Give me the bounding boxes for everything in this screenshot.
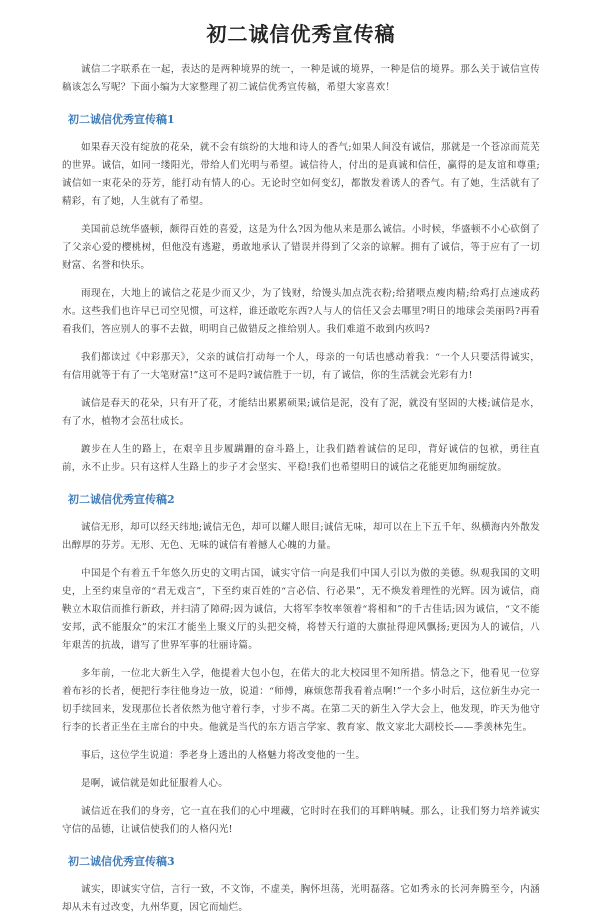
paragraph: 我们都读过《中彩那天》，父亲的诚信打动每一个人，母亲的一句话也感动着我：“一个人只要活得诚实，有信用就等于有了一大笔财富!”这可不是吗?诚信胜于一切，有了诚信，你的生活就会光彩有力! bbox=[62, 352, 540, 381]
section-heading: 初二诚信优秀宣传稿2 bbox=[68, 493, 175, 506]
paragraph: 多年前，一位北大新生入学，他提着大包小包，在偌大的北大校园里不知所措。情急之下，他看见一位穿着布衫的长者，便把行李往他身边一放，说道：“师傅，麻烦您帮我看着点啊!”一个多小时后，这位新生办完一切手续回来，发现那位长者依然为他守着行李，寸步不离。在第二天的新生入学大会上，他发现，昨天为他守行李的长者正坐在主席台的中央。他就是当代的东方语言学家、教育家、散文家北大副校长——季羡林先生。 bbox=[62, 668, 540, 733]
paragraph: 雨现在，大地上的诚信之花是少而又少，为了钱财，给馒头加点洗衣粉;给猪喂点瘦肉精;给鸡打点速成药水。这些我们也许早已司空见惯，可这样，谁还敢吃东西?人与人的信任又会去哪里?明日的地球会美丽吗?再看看我们，答应别人的事不去做，明明自己做错反之推给别人。我们难道不敢到内疚吗? bbox=[62, 288, 540, 335]
section-3 bbox=[62, 853, 540, 917]
section-heading: 初二诚信优秀宣传稿3 bbox=[68, 855, 175, 868]
paragraph: 美国前总统华盛顿，颇得百姓的喜爱，这是为什么?因为他从来是那么诚信。小时候，华盛顿不小心砍倒了了父亲心爱的樱桃树，但他没有逃避，勇敢地承认了错误并得到了父亲的谅解。拥有了诚信，等于应有了一切财富、名誉和快乐。 bbox=[62, 224, 540, 271]
paragraph: 是啊，诚信就是如此征服着人心。 bbox=[81, 778, 229, 789]
paragraph: 诚实，即诚实守信，言行一致，不文饰，不虚美，胸怀坦荡，光明磊落。它如秀永的长河奔腾至今，内涵却从未有过改变，九州华夏，因它而灿烂。 bbox=[62, 884, 540, 913]
paragraph: 如果春天没有绽放的花朵，就不会有缤纷的大地和诗人的香气;如果人间没有诚信，那就是一个苍凉而荒芜的世界。诚信，如同一缕阳光，带给人们光明与希望。诚信待人，付出的是真诚和信任，赢得的是友谊和尊重;诚信如一束花朵的芬芳，能打动有情人的心。无论时空如何变幻，都散发着诱人的香气。有了她，生活就有了精彩，有了她，人生就有了希望。 bbox=[62, 142, 540, 207]
paragraph: 中国是个有着五千年悠久历史的文明古国，诚实守信一向是我们中国人引以为傲的美德。纵观我国的文明史，上至约束皇帝的“君无戏言”，下至约束百姓的“言必信、行必果”，无不焕发着理性的光辉。因为诚信，商鞅立木取信而推行新政，并扫清了障碍;因为诚信，大将军李牧率领着“将相和”的千古佳话;因为诚信，“文不能安邦，武不能服众”的宋江才能坐上聚义厅的头把交椅，将替天行道的大旗扯得迎风飘扬;更因为人的诚信，八年艰苦的抗战，谱写了世界军事的壮丽诗篇。 bbox=[62, 568, 540, 651]
section-1 bbox=[62, 111, 540, 477]
paragraph: 诚信是春天的花朵，只有开了花，才能结出累累硕果;诚信是泥，没有了泥，就没有坚固的大楼;诚信是水，有了水，植物才会茁壮成长。 bbox=[62, 398, 540, 427]
paragraph: 诚信无形，却可以经天纬地;诚信无色，却可以耀人眼目;诚信无味，却可以在上下五千年、纵横海内外散发出醇厚的芬芳。无形、无色、无味的诚信有着撼人心魄的力量。 bbox=[62, 522, 540, 551]
page-title: 初二诚信优秀宣传稿 bbox=[206, 22, 396, 46]
section-heading: 初二诚信优秀宣传稿1 bbox=[68, 113, 175, 126]
section-2 bbox=[62, 491, 540, 839]
intro-paragraph: 诚信二字联系在一起，表达的是两种境界的统一，一种是诚的境界，一种是信的境界。那么关于诚信宣传稿该怎么写呢？下面小编为大家整理了初二诚信优秀宣传稿，希望大家喜欢！ bbox=[62, 64, 540, 93]
paragraph: 诚信近在我们的身旁，它一直在我们的心中埋藏，它时时在我们的耳畔呐喊。那么，让我们努力培养诚实守信的品德，让诚信使我们的人格闪光! bbox=[62, 806, 540, 835]
paragraph: 事后，这位学生说道：季老身上透出的人格魅力将改变他的一生。 bbox=[81, 750, 366, 761]
paragraph: 踱步在人生的路上，在艰辛且步履蹒跚的奋斗路上，让我们踏着诚信的足印，背好诚信的包袱，勇往直前，永不止步。只有这样人生路上的步子才会坚实、平稳!我们也希望明日的诚信之花能更加绚丽绽放。 bbox=[62, 444, 540, 473]
